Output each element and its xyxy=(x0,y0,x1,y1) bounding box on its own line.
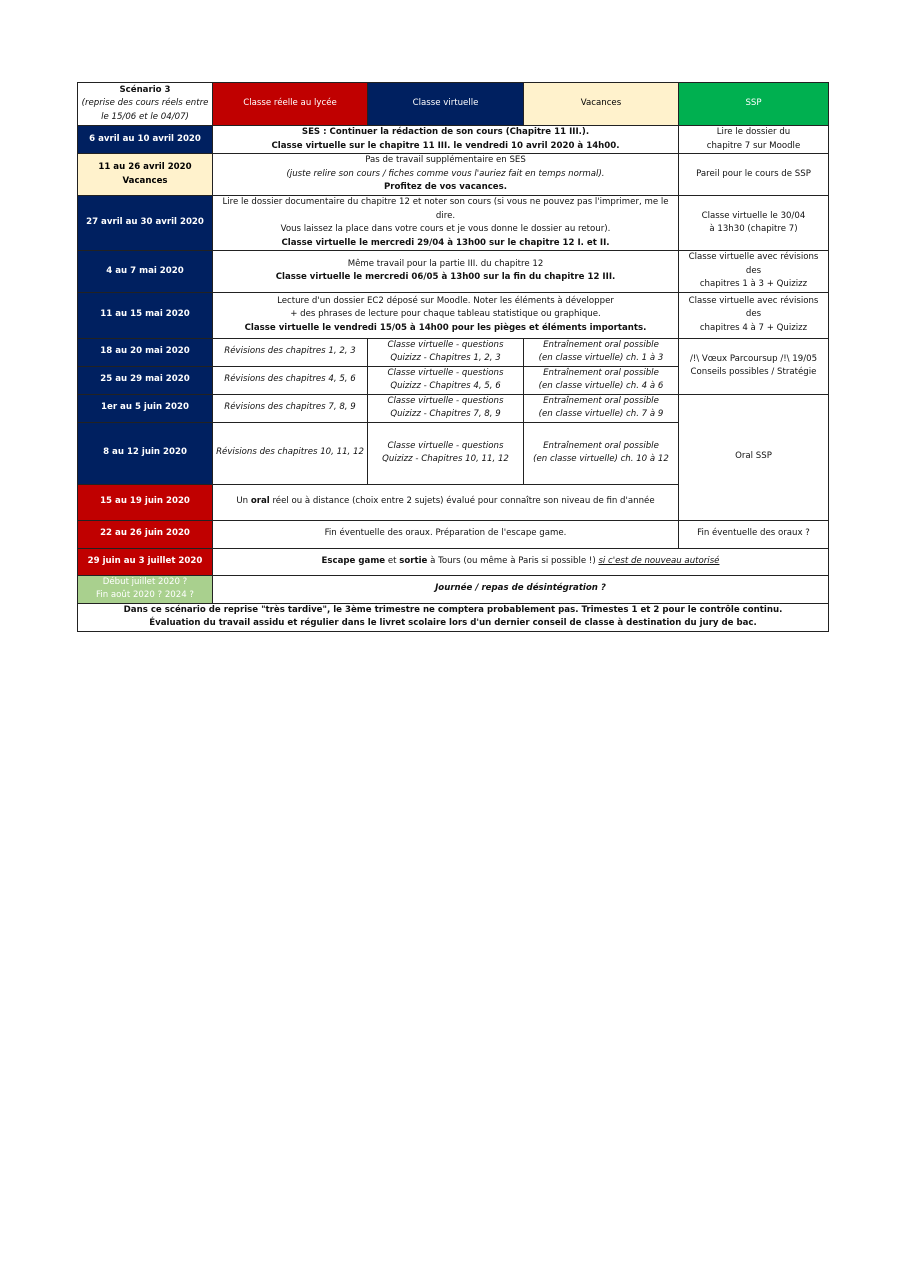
revision-cell: Révisions des chapitres 1, 2, 3 xyxy=(213,338,368,366)
date-cell: 6 avril au 10 avril 2020 xyxy=(78,126,213,154)
oral-training-cell: Entraînement oral possible (en classe virtuelle) ch. 1 à 3 xyxy=(524,338,679,366)
oral-training-cell: Entraînement oral possible (en classe virtuelle) ch. 10 à 12 xyxy=(524,422,679,484)
legend-virtual-class: Classe virtuelle xyxy=(368,83,524,126)
revision-cell: Révisions des chapitres 7, 8, 9 xyxy=(213,394,368,422)
header-row xyxy=(78,83,829,126)
ses-cell: SES : Continuer la rédaction de son cours (Chapitre 11 III.). Classe virtuelle sur le chapitre 11 III. le vendredi 10 avril 2020 à 14h00. xyxy=(213,126,679,154)
oral-training-cell: Entraînement oral possible (en classe virtuelle) ch. 7 à 9 xyxy=(524,394,679,422)
footer-note: Dans ce scénario de reprise "très tardive", le 3ème trimestre ne comptera probablement pas. Trimestes 1 et 2 pour le contrôle continu. Évaluation du travail assidu et régulier dans le livret scolaire lors d'un dernier conseil de classe à destination du jury de bac. xyxy=(78,603,829,631)
ssp-oral-cell: Oral SSP xyxy=(679,394,829,520)
table-row xyxy=(78,520,829,548)
table-row xyxy=(78,338,829,366)
ses-cell: Pas de travail supplémentaire en SES (juste relire son cours / fiches comme vous l'auriez fait en temps normal). Profitez de vos vacances. xyxy=(213,154,679,196)
legend-ssp: SSP xyxy=(679,83,829,126)
ses-cell: Lire le dossier documentaire du chapitre 12 et noter son cours (si vous ne pouvez pas l'imprimer, me le dire. Vous laissez la place dans votre cours et je vous donne le dossier au retour). Classe virtuelle le mercredi 29/04 à 13h00 sur le chapitre 12 I. et II. xyxy=(213,196,679,251)
date-cell: 27 avril au 30 avril 2020 xyxy=(78,196,213,251)
schedule-table xyxy=(77,82,829,632)
date-cell: 18 au 20 mai 2020 xyxy=(78,338,213,366)
quizizz-cell: Classe virtuelle - questions Quizizz - Chapitres 1, 2, 3 xyxy=(368,338,524,366)
table-row xyxy=(78,126,829,154)
table-row xyxy=(78,548,829,575)
table-row xyxy=(78,394,829,422)
ssp-cell: Pareil pour le cours de SSP xyxy=(679,154,829,196)
revision-cell: Révisions des chapitres 4, 5, 6 xyxy=(213,366,368,394)
date-cell: 1er au 5 juin 2020 xyxy=(78,394,213,422)
quizizz-cell: Classe virtuelle - questions Quizizz - Chapitres 10, 11, 12 xyxy=(368,422,524,484)
ssp-cell: Classe virtuelle avec révisions des chapitres 4 à 7 + Quizizz xyxy=(679,292,829,338)
ssp-cell: Classe virtuelle avec révisions des chapitres 1 à 3 + Quizizz xyxy=(679,251,829,293)
quizizz-cell: Classe virtuelle - questions Quizizz - Chapitres 7, 8, 9 xyxy=(368,394,524,422)
oral-training-cell: Entraînement oral possible (en classe virtuelle) ch. 4 à 6 xyxy=(524,366,679,394)
table-row xyxy=(78,292,829,338)
date-cell: 4 au 7 mai 2020 xyxy=(78,251,213,293)
scenario-cell xyxy=(78,83,213,126)
date-cell: 25 au 29 mai 2020 xyxy=(78,366,213,394)
ssp-parcoursup-cell: /!\ Vœux Parcoursup /!\ 19/05 Conseils possibles / Stratégie xyxy=(679,338,829,394)
escape-game-cell: Escape game et sortie à Tours (ou même à Paris si possible !) si c'est de nouveau autorisé xyxy=(213,548,829,575)
ssp-cell: Classe virtuelle le 30/04 à 13h30 (chapitre 7) xyxy=(679,196,829,251)
revision-cell: Révisions des chapitres 10, 11, 12 xyxy=(213,422,368,484)
ses-cell: Même travail pour la partie III. du chapitre 12 Classe virtuelle le mercredi 06/05 à 13h00 sur la fin du chapitre 12 III. xyxy=(213,251,679,293)
ses-cell: Lecture d'un dossier EC2 déposé sur Moodle. Noter les éléments à développer + des phrases de lecture pour chaque tableau statistique ou graphique. Classe virtuelle le vendredi 15/05 à 14h00 pour les pièges et éléments importants. xyxy=(213,292,679,338)
ssp-cell: Fin éventuelle des oraux ? xyxy=(679,520,829,548)
table-row xyxy=(78,154,829,196)
footer-row xyxy=(78,603,829,631)
table-row xyxy=(78,196,829,251)
ses-cell: Fin éventuelle des oraux. Préparation de l'escape game. xyxy=(213,520,679,548)
legend-vacances: Vacances xyxy=(524,83,679,126)
scenario-title: Scénario 3 xyxy=(119,84,171,95)
date-cell: 11 au 15 mai 2020 xyxy=(78,292,213,338)
scenario-subtitle: (reprise des cours réels entre le 15/06 et le 04/07) xyxy=(81,98,209,122)
legend-real-class: Classe réelle au lycée xyxy=(213,83,368,126)
party-cell: Journée / repas de désintégration ? xyxy=(213,575,829,603)
date-cell: 11 au 26 avril 2020 Vacances xyxy=(78,154,213,196)
oral-exam-cell: Un oral réel ou à distance (choix entre 2 sujets) évalué pour connaître son niveau de fin d'année xyxy=(213,484,679,520)
date-cell: 15 au 19 juin 2020 xyxy=(78,484,213,520)
date-cell: Début juillet 2020 ? Fin août 2020 ? 2024 ? xyxy=(78,575,213,603)
date-cell: 22 au 26 juin 2020 xyxy=(78,520,213,548)
quizizz-cell: Classe virtuelle - questions Quizizz - Chapitres 4, 5, 6 xyxy=(368,366,524,394)
date-cell: 29 juin au 3 juillet 2020 xyxy=(78,548,213,575)
ssp-cell: Lire le dossier du chapitre 7 sur Moodle xyxy=(679,126,829,154)
date-cell: 8 au 12 juin 2020 xyxy=(78,422,213,484)
table-row xyxy=(78,251,829,293)
table-row xyxy=(78,575,829,603)
